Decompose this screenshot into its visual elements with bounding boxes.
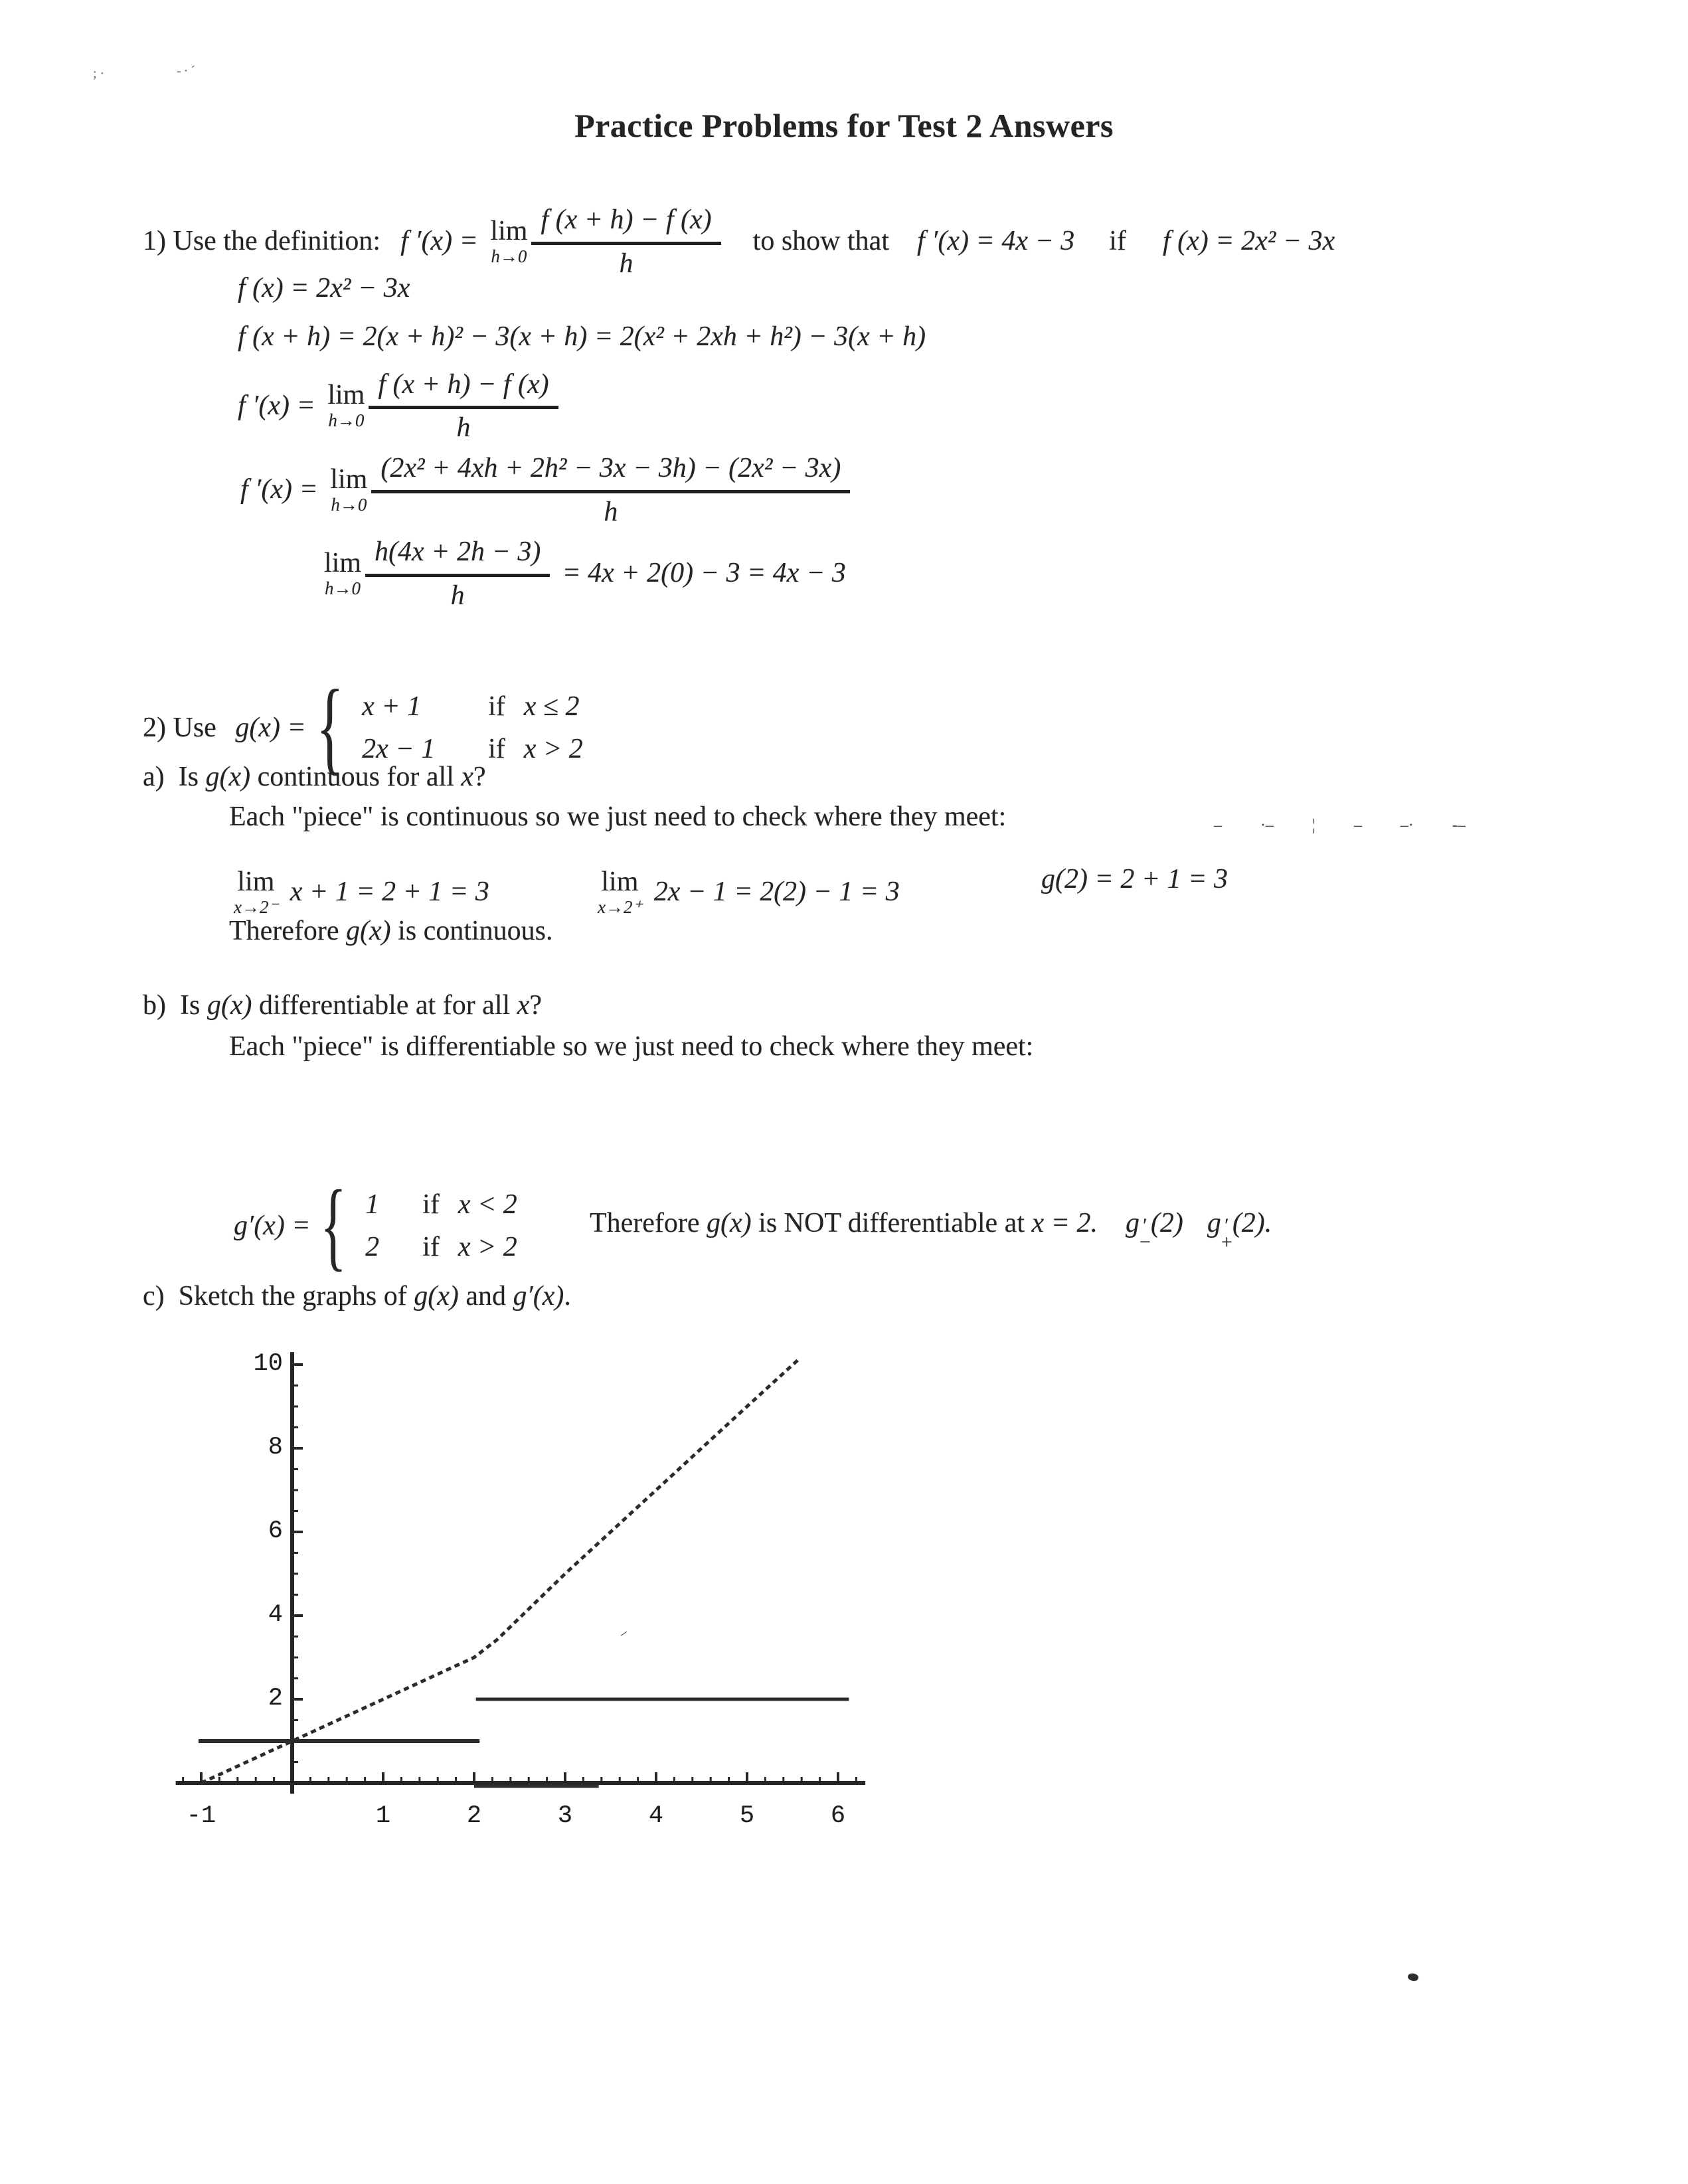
prime-mark: ′ bbox=[1143, 1215, 1147, 1236]
lim-subscript: h→0 bbox=[331, 494, 367, 515]
minus-subscript: − bbox=[1139, 1231, 1151, 1253]
equation-result: = 4x + 2(0) − 3 = 4x − 3 bbox=[562, 558, 846, 588]
fraction-denominator: h bbox=[456, 412, 471, 443]
lim-subscript: h→0 bbox=[328, 410, 365, 430]
lim-word: lim bbox=[327, 380, 365, 410]
g-prime-lhs: g′(x) = bbox=[234, 1210, 318, 1241]
scan-dash: – bbox=[1353, 817, 1362, 834]
math-g-prime-x: g′(x) bbox=[513, 1281, 564, 1311]
scan-dash: – bbox=[1214, 817, 1222, 834]
x-axis-label: -1 bbox=[186, 1802, 216, 1830]
equation: x + 1 = 2 + 1 = 3 bbox=[290, 877, 489, 907]
case-expression: 1 bbox=[365, 1189, 380, 1220]
to-show-that-text: to show that bbox=[752, 226, 889, 256]
math-gx: g(x) bbox=[707, 1208, 752, 1238]
question-text: continuous for all bbox=[250, 762, 462, 792]
math-arg: (2) bbox=[1150, 1208, 1183, 1238]
equation: f (x) = 2x² − 3x bbox=[238, 273, 410, 303]
lim-subscript: h→0 bbox=[491, 246, 527, 266]
y-axis-label: 6 bbox=[268, 1517, 283, 1545]
x-axis-label: 6 bbox=[830, 1802, 846, 1830]
x-axis-label: 5 bbox=[739, 1802, 755, 1830]
scan-dash: –· bbox=[1400, 817, 1414, 834]
case-if: if bbox=[422, 1189, 440, 1220]
prime-mark: ′ bbox=[1224, 1215, 1229, 1236]
fraction-numerator: (2x² + 4xh + 2h² − 3x − 3h) − (2x² − 3x) bbox=[371, 451, 850, 493]
math-arg: (2). bbox=[1232, 1208, 1272, 1238]
case-if: if bbox=[422, 1231, 440, 1262]
case-expression: 2x − 1 bbox=[362, 733, 436, 764]
lim-subscript: x→2⁺ bbox=[598, 896, 642, 917]
lim-word: lim bbox=[324, 547, 362, 578]
y-axis-label: 8 bbox=[268, 1434, 283, 1462]
question-text: and bbox=[458, 1281, 513, 1311]
scan-dash: -– bbox=[1452, 817, 1466, 834]
x-axis-label: 1 bbox=[375, 1802, 391, 1830]
if-word: if bbox=[1109, 226, 1126, 256]
plus-subscript: + bbox=[1221, 1231, 1232, 1253]
fraction-numerator: f (x + h) − f (x) bbox=[531, 203, 720, 244]
case-condition: x ≤ 2 bbox=[523, 691, 580, 722]
math-x-equals-2: x = 2. bbox=[1031, 1208, 1098, 1238]
case-condition: x < 2 bbox=[458, 1189, 517, 1220]
x-axis-label: 2 bbox=[466, 1802, 482, 1830]
given-function: f (x) = 2x² − 3x bbox=[1162, 226, 1335, 256]
math-g: g bbox=[1125, 1208, 1139, 1238]
case-if: if bbox=[488, 733, 505, 764]
fraction-numerator: f (x + h) − f (x) bbox=[369, 367, 558, 409]
math-x: x bbox=[517, 990, 530, 1021]
fraction-numerator: h(4x + 2h − 3) bbox=[365, 535, 550, 576]
scan-artifact-mark: ;· bbox=[93, 66, 108, 81]
fraction-denominator: h bbox=[619, 248, 633, 279]
problem2-label: 2) Use bbox=[143, 712, 224, 743]
equation: g(2) = 2 + 1 = 3 bbox=[1041, 864, 1228, 894]
lim-word: lim bbox=[330, 463, 368, 495]
equation: 2x − 1 = 2(2) − 1 = 3 bbox=[653, 877, 900, 907]
equation: f (x + h) = 2(x + h)² − 3(x + h) = 2(x² + 2xh + h²) − 3(x + h) bbox=[238, 321, 926, 352]
question-text: differentiable at for all bbox=[252, 990, 517, 1021]
lim-subscript: h→0 bbox=[325, 578, 361, 598]
g-definition-lhs: g(x) = bbox=[235, 712, 313, 743]
question-text: ? bbox=[473, 762, 486, 792]
x-axis-label: 4 bbox=[648, 1802, 664, 1830]
lim-word: lim bbox=[601, 866, 639, 897]
derivative-definition-lhs: f ′(x) = bbox=[400, 226, 485, 256]
equation-lhs: f ′(x) = bbox=[238, 390, 323, 421]
note-text: Each "piece" is differentiable so we just need to check where they meet: bbox=[229, 1031, 1034, 1062]
question-text: b) Is bbox=[143, 990, 207, 1021]
lim-word: lim bbox=[490, 215, 528, 246]
fraction-denominator: h bbox=[604, 496, 618, 527]
math-gx: g(x) bbox=[205, 762, 251, 792]
case-expression: 2 bbox=[365, 1231, 380, 1262]
note-text: Each "piece" is continuous so we just need to check where they meet: bbox=[229, 801, 1007, 832]
lim-word: lim bbox=[237, 866, 275, 897]
scan-artifact-mark: -·´ bbox=[177, 64, 198, 78]
scan-dash: ¦ bbox=[1312, 817, 1315, 834]
math-x: x bbox=[461, 762, 474, 792]
equation-lhs: f ′(x) = bbox=[240, 474, 325, 505]
question-text: ? bbox=[529, 990, 542, 1021]
target-derivative: f ′(x) = 4x − 3 bbox=[917, 226, 1075, 256]
conclusion-text: is NOT differentiable at bbox=[751, 1208, 1032, 1238]
x-axis-label: 3 bbox=[557, 1802, 573, 1830]
y-axis-label: 10 bbox=[253, 1350, 283, 1378]
conclusion-text: is continuous. bbox=[390, 916, 553, 946]
question-text: . bbox=[564, 1281, 571, 1311]
fraction-denominator: h bbox=[450, 580, 465, 611]
math-g: g bbox=[1207, 1208, 1221, 1238]
scan-dash: ·– bbox=[1260, 817, 1274, 834]
y-axis-label: 2 bbox=[268, 1685, 283, 1713]
case-expression: x + 1 bbox=[362, 691, 422, 722]
case-if: if bbox=[488, 691, 505, 722]
math-gx: g(x) bbox=[207, 990, 252, 1021]
question-text: c) Sketch the graphs of bbox=[143, 1281, 414, 1311]
case-condition: x > 2 bbox=[523, 733, 583, 764]
lim-subscript: x→2⁻ bbox=[234, 896, 278, 917]
math-gx: g(x) bbox=[346, 916, 391, 946]
problem1-label: 1) Use the definition: bbox=[143, 226, 381, 256]
case-condition: x > 2 bbox=[458, 1231, 517, 1262]
y-axis-label: 4 bbox=[268, 1601, 283, 1629]
piecewise-brace: { bbox=[320, 1169, 347, 1280]
conclusion-text: Therefore bbox=[229, 916, 347, 946]
math-gx: g(x) bbox=[414, 1281, 459, 1311]
scan-artifact-speck: – bbox=[616, 1625, 631, 1641]
question-text: a) Is bbox=[143, 762, 206, 792]
conclusion-text: Therefore bbox=[590, 1208, 707, 1238]
page-title: Practice Problems for Test 2 Answers bbox=[574, 107, 1114, 144]
piecewise-brace: { bbox=[316, 669, 345, 786]
